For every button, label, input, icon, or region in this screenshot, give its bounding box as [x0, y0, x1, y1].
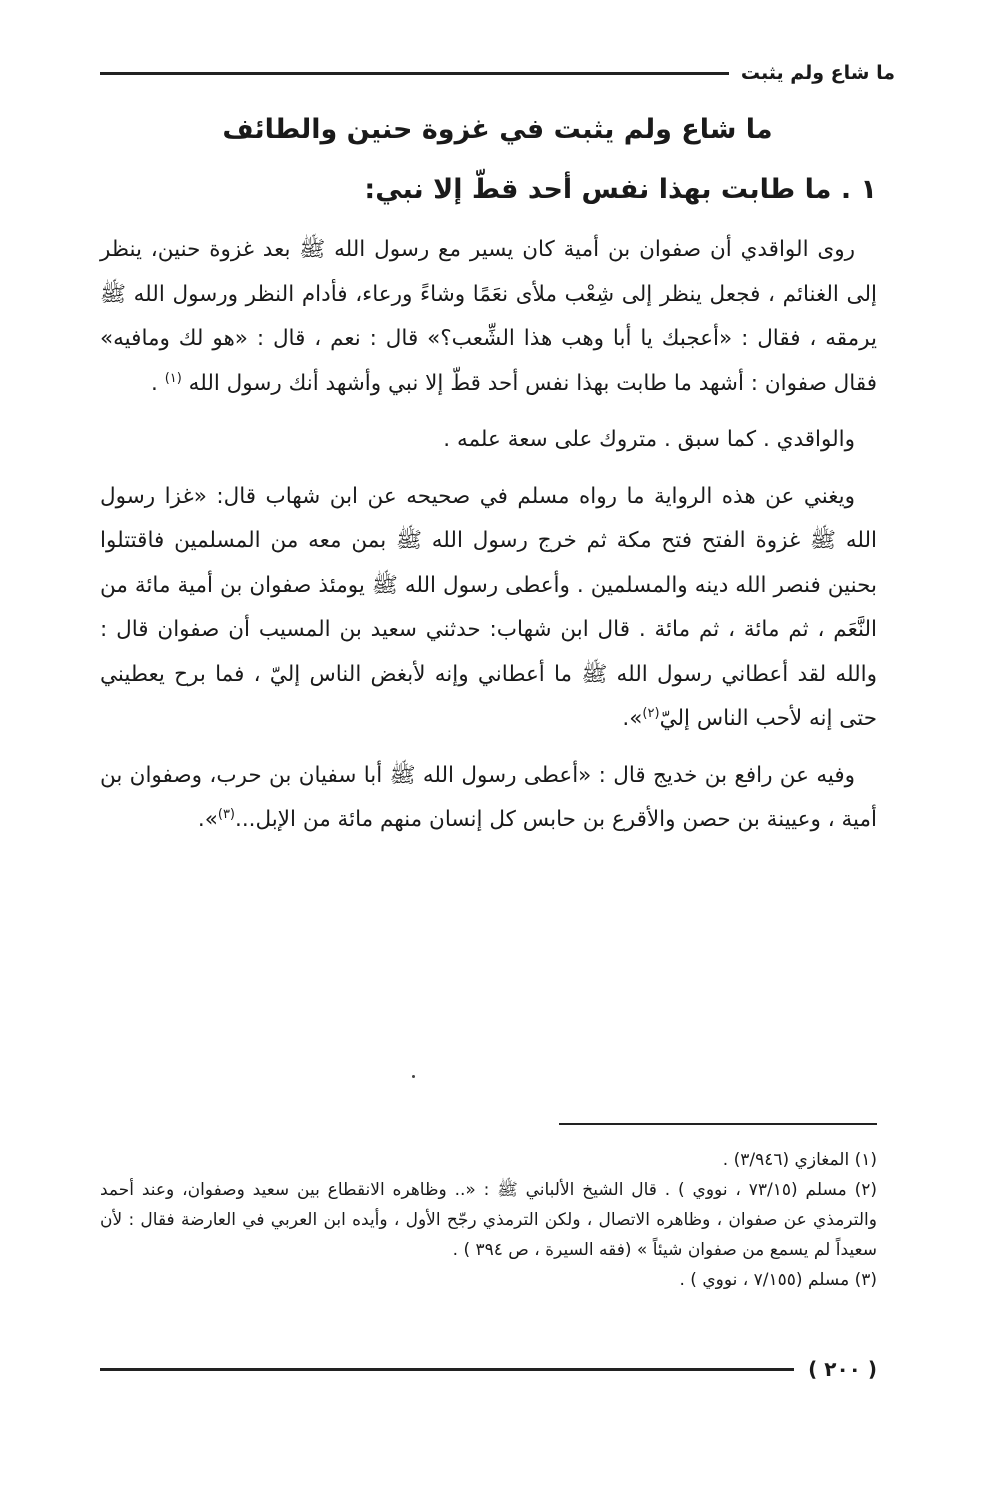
paragraph-4-text: وفيه عن رافع بن خديج قال : «أعطى رسول الله ﷺ أبا سفيان بن حرب، وصفوان بن أمية ، وعيينة بن حصن والأقرع بن حابس كل إنسان منهم مائة من الإبل... — [100, 762, 877, 832]
paragraph-3-text: ويغني عن هذه الرواية ما رواه مسلم في صحيحه عن ابن شهاب قال: «غزا رسول الله ﷺ غزوة الفتح فتح مكة ثم خرج رسول الله ﷺ بمن معه من المسلمين فاقتتلوا بحنين فنصر الله دينه والمسلمين . وأعطى رسول الله ﷺ يومئذ صفوان بن أمية مائة من النَّعَم ، ثم مائة ، ثم مائة . قال ابن شهاب: حدثني سعيد بن المسيب أن صفوان قال : والله لقد أعطاني رسول الله ﷺ ما أعطاني وإنه لأبغض الناس إليّ ، فما برح يعطيني حتى إنه لأحب الناس إليّ — [100, 483, 877, 731]
body-text — [100, 228, 877, 855]
running-header-title: ما شاع ولم يثبت — [740, 62, 895, 84]
paragraph-3 — [100, 475, 877, 742]
footnote-ref-1[interactable]: (١) — [164, 370, 182, 386]
page-number: ( ٢٠٠ ) — [808, 1357, 877, 1381]
paragraph-4-end: ». — [197, 807, 218, 832]
paragraph-1-text: روى الواقدي أن صفوان بن أمية كان يسير مع رسول الله ﷺ بعد غزوة حنين، ينظر إلى الغنائم ، فجعل ينظر إلى شِعْب ملأى نعَمًا وشاءً ورعاء، فأدام النظر ورسول الله ﷺ يرمقه ، فقال : «أعجبك يا أبا وهب هذا الشِّعب؟» قال : نعم ، قال : «هو لك ومافيه» فقال صفوان : أشهد ما طابت بهذا نفس أحد قطّ إلا نبي وأشهد أنك رسول الله — [100, 237, 877, 396]
footnote-separator — [559, 1123, 877, 1125]
section-heading: ١ . ما طابت بهذا نفس أحد قطّ إلا نبي: — [364, 174, 877, 205]
footnote-2: (٢) مسلم (٧٣/١٥ ، نووي ) . قال الشيخ الألباني ﷺ : «.. وظاهره الانقطاع بين سعيد وصفوان، وعند أحمد والترمذي عن صفوان ، وظاهره الاتصال ، ولكن الترمذي رجّح الأول ، وأيده ابن العربي في العارضة فقال : لأن سعيداً لم يسمع من صفوان شيئاً » (فقه السيرة ، ص ٣٩٤ ) . — [100, 1180, 877, 1260]
chapter-title: ما شاع ولم يثبت في غزوة حنين والطائف — [222, 114, 773, 145]
paragraph-3-end: ». — [622, 706, 643, 731]
footnote-ref-2[interactable]: (٢) — [642, 705, 660, 721]
paragraph-1 — [100, 228, 877, 406]
paragraph-4 — [100, 754, 877, 843]
footnote-1: (١) المغازي (٣/٩٤٦) . — [722, 1150, 877, 1170]
paragraph-2: والواقدي . كما سبق . متروك على سعة علمه . — [443, 427, 855, 452]
footnote-3: (٣) مسلم (٧/١٥٥ ، نووي ) . — [679, 1270, 877, 1290]
running-header — [100, 58, 895, 88]
footer-rule — [100, 1368, 794, 1371]
footnote-ref-3[interactable]: (٣) — [217, 806, 235, 822]
print-speck — [412, 1075, 415, 1078]
page-footer — [100, 1352, 877, 1386]
footnotes — [100, 1145, 877, 1295]
header-rule — [100, 72, 729, 75]
paragraph-1-end: . — [151, 370, 165, 396]
